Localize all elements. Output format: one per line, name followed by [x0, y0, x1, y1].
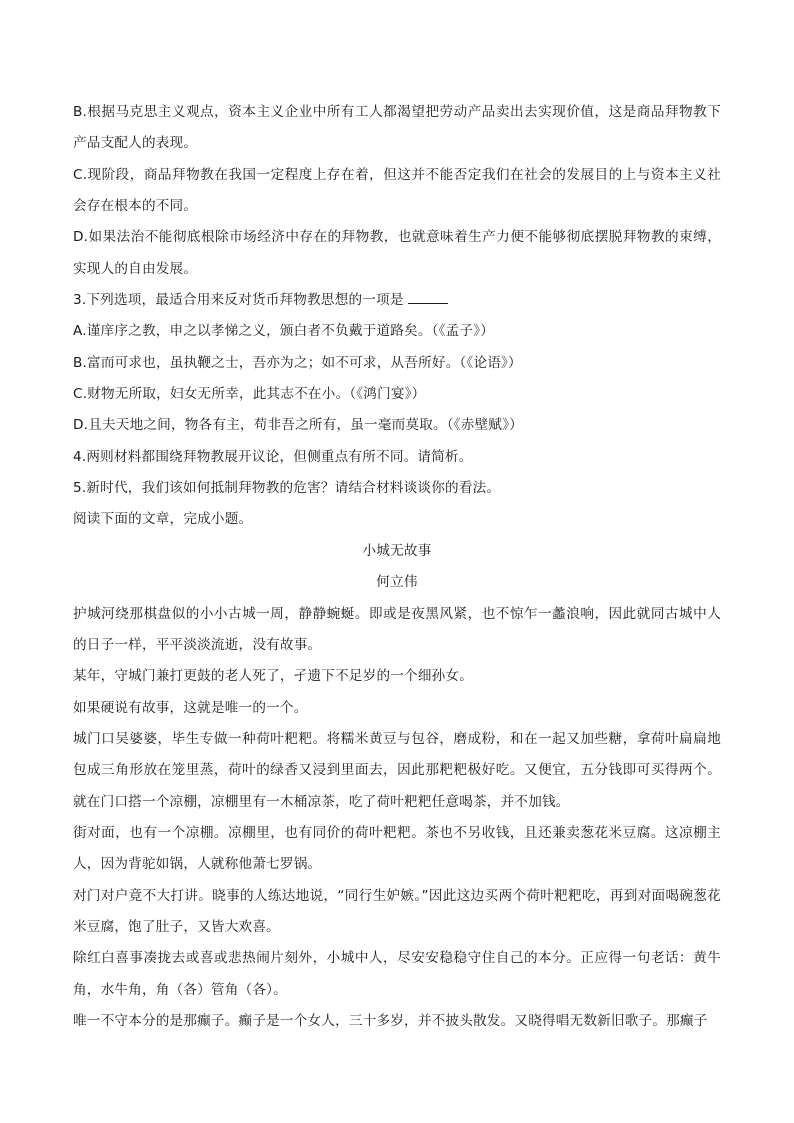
option-b-paragraph: B.根据马克思主义观点，资本主义企业中所有工人都渴望把劳动产品卖出去实现价值，这是商品拜物教下产品支配人的表现。 — [73, 104, 721, 152]
question-3-text: 3.下列选项，最适合用来反对货币拜物教思想的一项是 — [73, 292, 404, 309]
question-3-option-d: D.且夫天地之间，物各有主，苟非吾之所有，虽一毫而莫取。（《赤壁赋》） — [73, 417, 523, 434]
question-3-option-a: A.谨庠序之教，申之以孝悌之义，颁白者不负戴于道路矣。（《孟子》） — [73, 323, 494, 340]
article-paragraph-7: 除红白喜事凑拢去或喜或悲热闹片刻外，小城中人，尽安安稳稳守住自己的本分。正应得一句老话：黄牛角，水牛角，角（各）管角（各）。 — [73, 950, 721, 998]
answer-blank — [408, 289, 448, 304]
reading-instruction: 阅读下面的文章，完成小题。 — [73, 511, 253, 528]
article-paragraph-3: 如果硬说有故事，这就是唯一的一个。 — [73, 699, 308, 716]
question-3-option-c: C.财物无所取，妇女无所幸，此其志不在小。（《鸿门宴》） — [73, 386, 426, 403]
question-5: 5.新时代，我们该如何抵制拜物教的危害？请结合材料谈谈你的看法。 — [73, 480, 501, 497]
article-title: 小城无故事 — [362, 542, 432, 559]
question-4: 4.两则材料都围绕拜物教展开议论，但侧重点有所不同。请简析。 — [73, 448, 473, 465]
option-c-paragraph: C.现阶段，商品拜物教在我国一定程度上存在着，但这并不能否定我们在社会的发展目的上与资本主义社会存在根本的不同。 — [73, 166, 721, 215]
question-3 — [73, 285, 721, 316]
article-author: 何立伟 — [376, 574, 418, 591]
article-paragraph-6: 对门对户竟不大打讲。晓事的人练达地说，“同行生妒嫉。”因此这边买两个荷叶粑粑吃，再到对面喝碗葱花米豆腐，饱了肚子，又皆大欢喜。 — [73, 887, 721, 935]
article-paragraph-5: 街对面，也有一个凉棚。凉棚里，也有同价的荷叶粑粑。茶也不另收钱，且还兼卖葱花米豆腐。这凉棚主人，因为背驼如锅，人就称他萧七罗锅。 — [73, 824, 721, 873]
article-paragraph-8: 唯一不守本分的是那癫子。癫子是一个女人，三十多岁，并不披头散发。又晓得唱无数新旧歌子。那癫子 — [73, 1012, 708, 1029]
question-3-option-b: B.富而可求也，虽执鞭之士，吾亦为之；如不可求，从吾所好。（《论语》） — [73, 354, 522, 371]
article-paragraph-2: 某年，守城门兼打更鼓的老人死了，孑遗下不足岁的一个细孙女。 — [73, 668, 474, 685]
document-body — [73, 97, 721, 1037]
option-d-paragraph: D.如果法治不能彻底根除市场经济中存在的拜物教，也就意味着生产力便不能够彻底摆脱拜物教的束缚，实现人的自由发展。 — [73, 229, 721, 277]
article-paragraph-1: 护城河绕那棋盘似的小小古城一周，静静蜿蜒。即或是夜黑风紧，也不惊乍一蠡浪响，因此就同古城中人的日子一样，平平淡淡流逝，没有故事。 — [73, 605, 721, 653]
article-paragraph-4: 城门口吴婆婆，毕生专做一种荷叶粑粑。将糯米黄豆与包谷，磨成粉，和在一起又加些糖，拿荷叶扁扁地包成三角形放在笼里蒸，荷叶的绿香又浸到里面去，因此那粑粑极好吃。又便宜，五分钱即可买得两个。就在门口搭一个凉棚，凉棚里有一木桶凉茶，吃了荷叶粑粑任意喝茶，并不加钱。 — [73, 730, 721, 810]
